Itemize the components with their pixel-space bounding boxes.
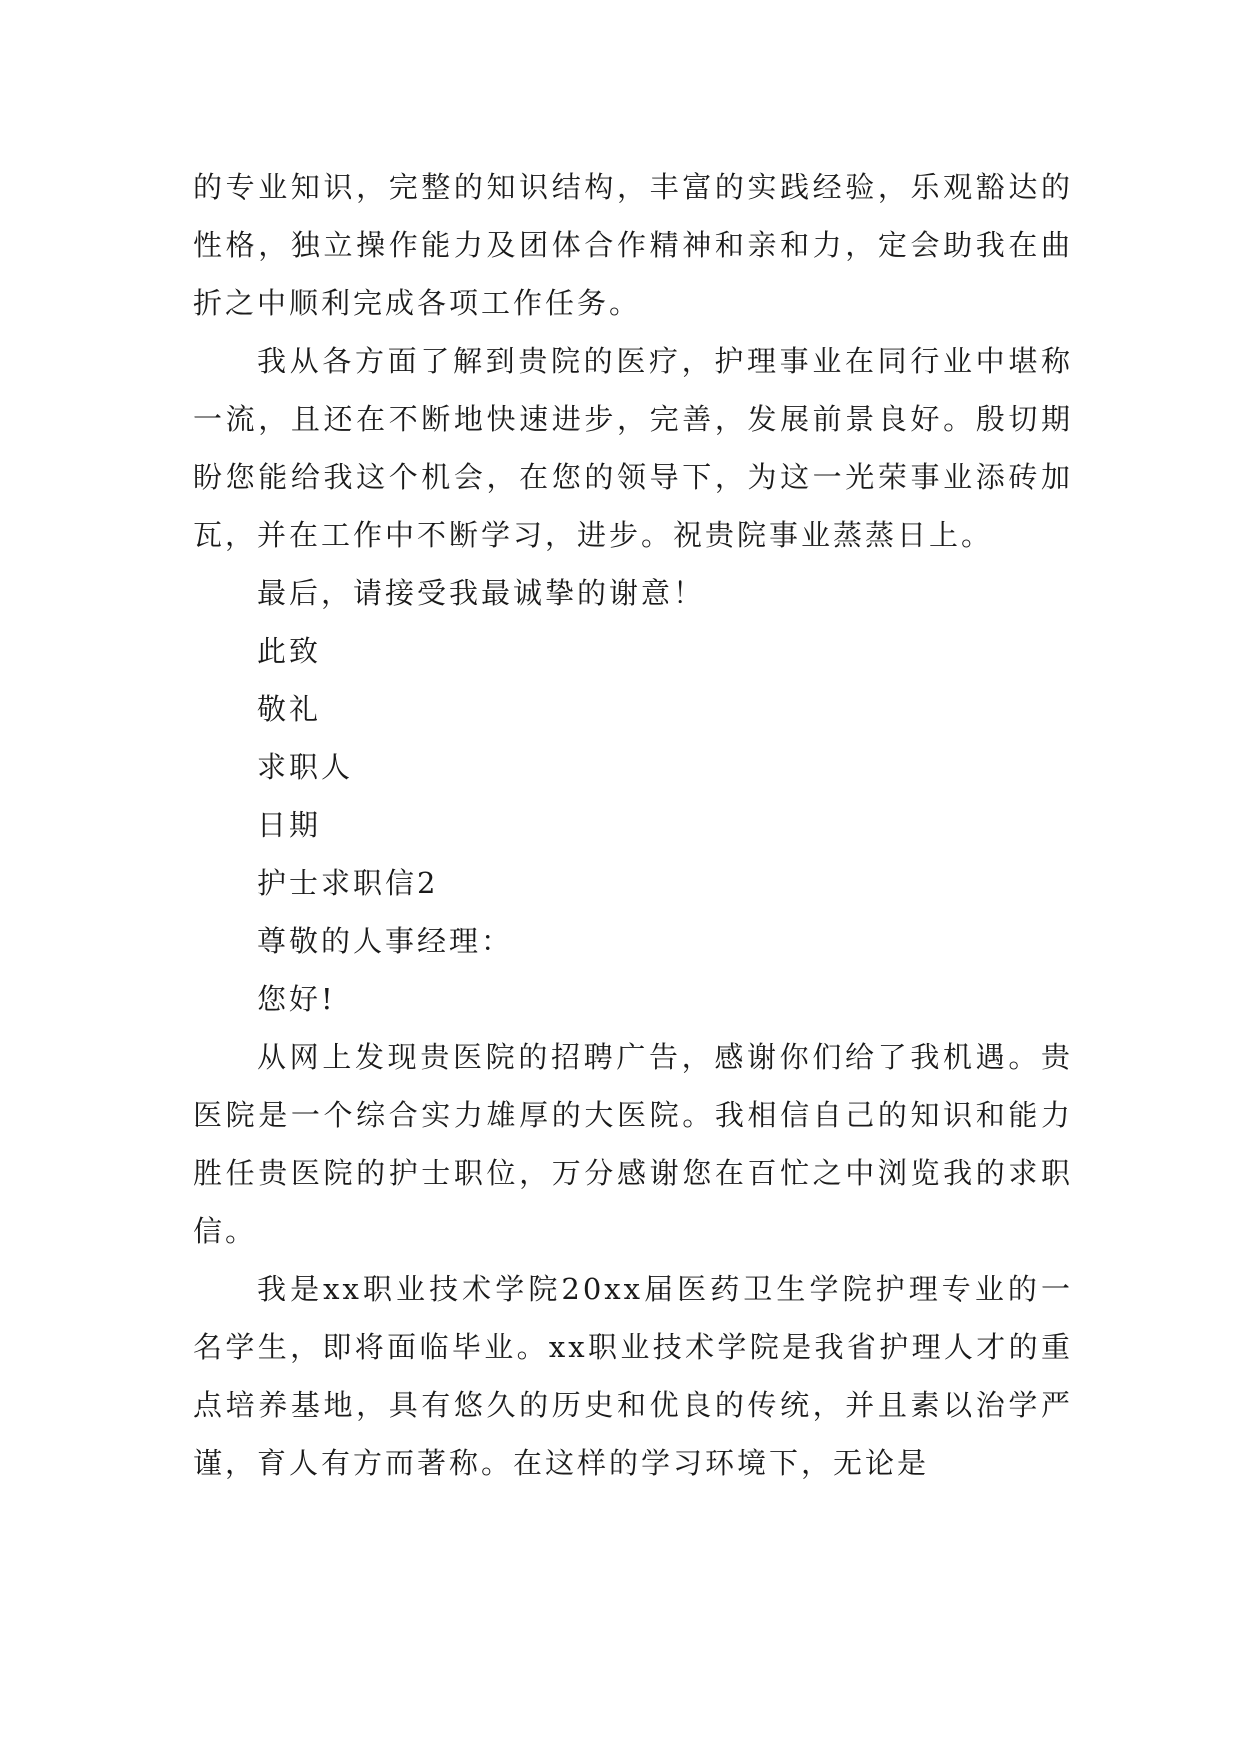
greeting-manager: 尊敬的人事经理： <box>257 924 514 958</box>
closing-thanks: 最后，请接受我最诚挚的谢意！ <box>257 576 706 610</box>
paragraph-hospital-prospects: 我从各方面了解到贵院的医疗，护理事业在同行业中堪称一流，且还在不断地快速进步，完善，发展前景良好。殷切期盼您能给我这个机会，在您的领导下，为这一光荣事业添砖加瓦，并在工作中不断学习，进步。祝贵院事业蒸蒸日上。 <box>193 344 1073 552</box>
letter-title: 护士求职信2 <box>257 866 439 900</box>
signature-applicant: 求职人 <box>257 750 354 784</box>
paragraph-introduction: 我是xx职业技术学院20xx届医药卫生学院护理专业的一名学生，即将面临毕业。xx职业技术学院是我省护理人才的重点培养基地，具有悠久的历史和优良的传统，并且素以治学严谨，育人有方而著称。在这样的学习环境下，无论是 <box>193 1272 1073 1480</box>
paragraph-recruitment: 从网上发现贵医院的招聘广告，感谢你们给了我机遇。贵医院是一个综合实力雄厚的大医院。我相信自己的知识和能力胜任贵医院的护士职位，万分感谢您在百忙之中浏览我的求职信。 <box>193 1040 1073 1248</box>
salutation-jingli: 敬礼 <box>257 692 322 726</box>
letter-body <box>193 158 1073 1492</box>
salutation-cizhi: 此致 <box>257 634 322 668</box>
paragraph-continued: 的专业知识，完整的知识结构，丰富的实践经验，乐观豁达的性格，独立操作能力及团体合作精神和亲和力，定会助我在曲折之中顺利完成各项工作任务。 <box>193 170 1073 320</box>
signature-date: 日期 <box>257 808 322 842</box>
greeting-hello: 您好! <box>257 982 336 1016</box>
